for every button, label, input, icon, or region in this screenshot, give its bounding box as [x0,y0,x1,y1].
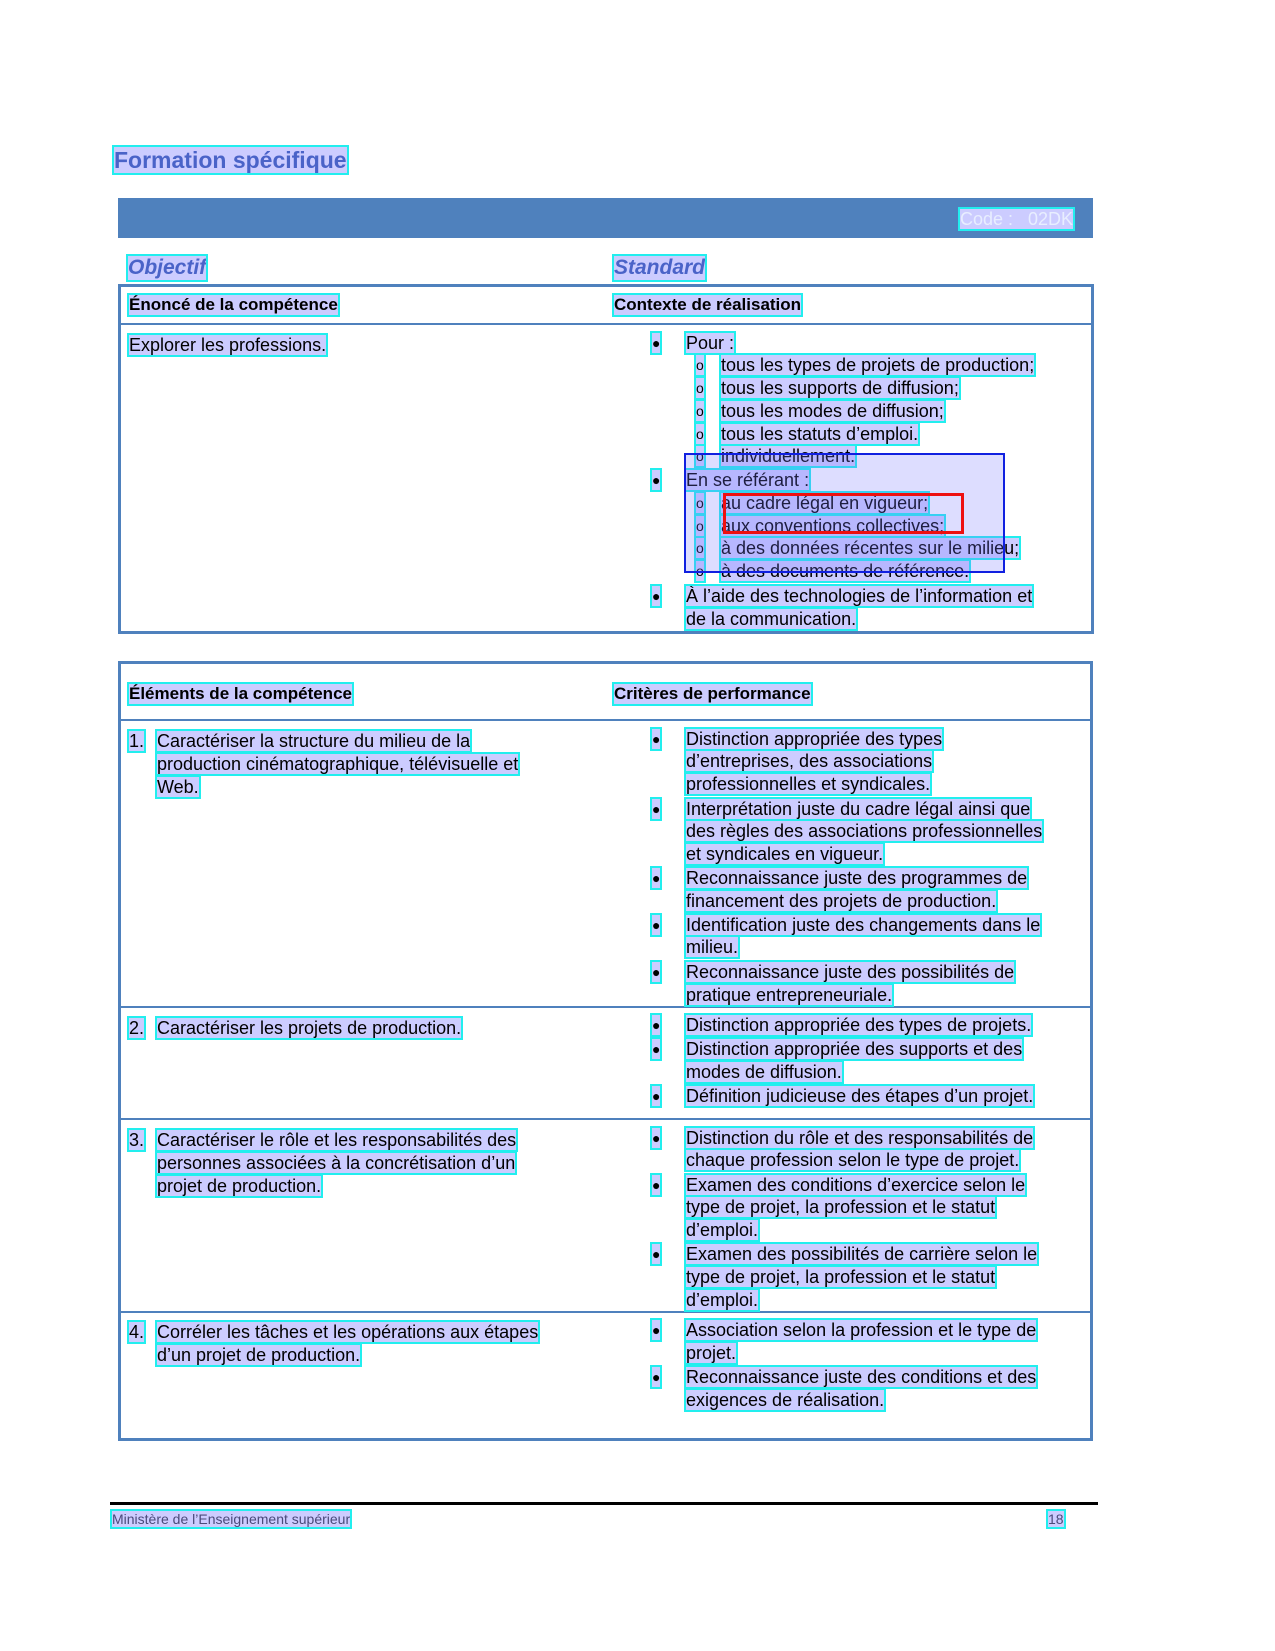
context-subitem: tous les types de projets de production; [721,355,1035,375]
criterion-line: type de projet, la profession et le statut [686,1197,996,1217]
bullet-icon: ● [652,1017,661,1033]
context-subitem: à des données récentes sur le milieu; [721,538,1020,558]
column-header: Contexte de réalisation [614,295,802,314]
criterion-line: modes de diffusion. [686,1062,842,1082]
element-number: 4. [129,1322,145,1342]
circle-bullet-icon: o [696,426,704,442]
context-item: En se référant : [686,470,810,490]
divider [120,719,1091,721]
standard-label: Standard [614,256,706,279]
context-item: Pour : [686,333,735,353]
context-item: À l’aide des technologies de l’information et [686,586,1033,606]
bullet-icon: ● [652,964,661,980]
bullet-icon: ● [652,1088,661,1104]
element-line: Web. [157,777,199,797]
criterion-line: Association selon la profession et le type de [686,1320,1037,1340]
criterion-line: Identification juste des changements dans le [686,915,1041,935]
criterion-line: milieu. [686,937,739,957]
divider [120,1118,1091,1120]
footer-ministry: Ministère de l’Enseignement supérieur [112,1511,351,1527]
column-header: Éléments de la compétence [129,684,352,703]
circle-bullet-icon: o [696,357,704,373]
criterion-line: Reconnaissance juste des possibilités de [686,962,1015,982]
criterion-line: des règles des associations professionnelles [686,821,1043,841]
context-subitem: au cadre légal en vigueur; [721,493,929,513]
element-line: projet de production. [157,1176,322,1196]
criterion-line: Distinction appropriée des types [686,729,943,749]
criterion-line: chaque profession selon le type de projet. [686,1150,1020,1170]
column-header: Énoncé de la compétence [129,295,338,314]
circle-bullet-icon: o [696,380,704,396]
bullet-icon: ● [652,1130,661,1146]
context-subitem: à des documents de référence. [721,561,970,581]
circle-bullet-icon: o [696,540,704,556]
criterion-line: Reconnaissance juste des programmes de [686,868,1028,888]
criterion-line: Examen des conditions d’exercice selon le [686,1175,1026,1195]
element-line: Corréler les tâches et les opérations aux étapes [157,1322,539,1342]
bullet-icon: ● [652,335,661,351]
criterion-line: Examen des possibilités de carrière selon le [686,1244,1038,1264]
context-subitem: aux conventions collectives; [721,516,945,536]
section-title: Formation spécifique [114,147,347,173]
circle-bullet-icon: o [696,518,704,534]
element-number: 3. [129,1130,145,1150]
criterion-line: Interprétation juste du cadre légal ainsi que [686,799,1031,819]
bullet-icon: ● [652,870,661,886]
column-header: Critères de performance [614,684,811,703]
bullet-icon: ● [652,801,661,817]
criterion-line: financement des projets de production. [686,891,997,911]
bullet-icon: ● [652,731,661,747]
criterion-line: d’emploi. [686,1290,759,1310]
divider [120,1311,1091,1313]
element-line: Caractériser la structure du milieu de la [157,731,471,751]
bullet-icon: ● [652,1369,661,1385]
criterion-line: pratique entrepreneuriale. [686,985,893,1005]
bullet-icon: ● [652,1246,661,1262]
element-line: Caractériser les projets de production. [157,1018,462,1038]
context-item: de la communication. [686,609,857,629]
criterion-line: Distinction appropriée des supports et des [686,1039,1023,1059]
element-line: d’un projet de production. [157,1345,361,1365]
criterion-line: d’emploi. [686,1220,759,1240]
element-number: 1. [129,731,145,751]
criterion-line: type de projet, la profession et le statut [686,1267,996,1287]
header-bar [118,198,1093,238]
criterion-line: Distinction appropriée des types de projets. [686,1015,1032,1035]
bullet-icon: ● [652,1041,661,1057]
footer-rule [110,1502,1098,1505]
context-subitem: individuellement. [721,446,856,466]
context-subitem: tous les supports de diffusion; [721,378,959,398]
code-label: Code : 02DK [960,209,1074,229]
bullet-icon: ● [652,1322,661,1338]
bullet-icon: ● [652,472,661,488]
criterion-line: et syndicales en vigueur. [686,844,884,864]
circle-bullet-icon: o [696,448,704,464]
circle-bullet-icon: o [696,495,704,511]
circle-bullet-icon: o [696,403,704,419]
element-number: 2. [129,1018,145,1038]
context-subitem: tous les statuts d’emploi. [721,424,919,444]
circle-bullet-icon: o [696,563,704,579]
divider [120,323,1092,325]
context-subitem: tous les modes de diffusion; [721,401,944,421]
divider [120,1006,1091,1008]
element-line: personnes associées à la concrétisation d’un [157,1153,516,1173]
bullet-icon: ● [652,917,661,933]
criterion-line: exigences de réalisation. [686,1390,885,1410]
criterion-line: Reconnaissance juste des conditions et des [686,1367,1037,1387]
competence-statement: Explorer les professions. [129,335,327,355]
criterion-line: Distinction du rôle et des responsabilités de [686,1128,1034,1148]
criterion-line: projet. [686,1343,737,1363]
bullet-icon: ● [652,1177,661,1193]
element-line: Caractériser le rôle et les responsabilités des [157,1130,517,1150]
criterion-line: d’entreprises, des associations [686,751,933,771]
page-number: 18 [1048,1511,1064,1527]
objectif-label: Objectif [128,256,207,279]
element-line: production cinématographique, télévisuelle et [157,754,519,774]
criterion-line: professionnelles et syndicales. [686,774,931,794]
bullet-icon: ● [652,588,661,604]
selection-highlight [723,493,964,534]
criterion-line: Définition judicieuse des étapes d’un projet. [686,1086,1034,1106]
